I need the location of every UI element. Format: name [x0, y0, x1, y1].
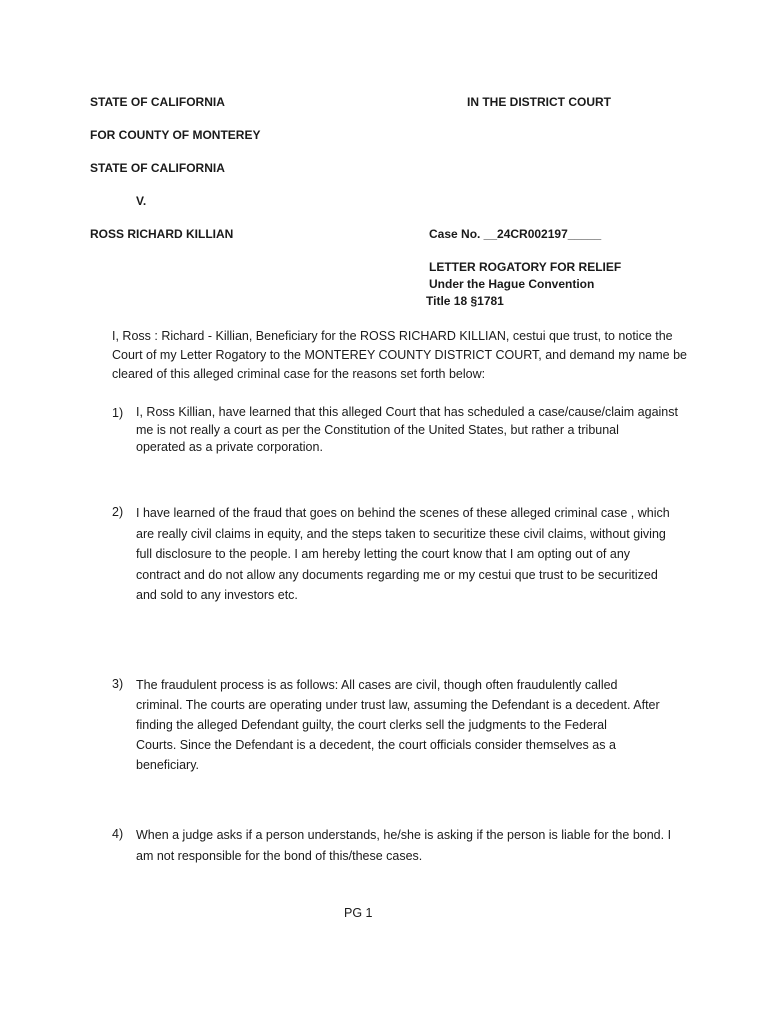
item-line: am not responsible for the bond of this/these cases. [136, 849, 423, 863]
case-number: Case No. __24CR002197_____ [429, 227, 602, 241]
list-item [136, 404, 678, 457]
court-heading: IN THE DISTRICT COURT [467, 95, 611, 109]
item-line: operated as a private corporation. [136, 440, 323, 454]
item-line: full disclosure to the people. I am hereby letting the court know that I am opting out of any [136, 547, 631, 561]
item-line: criminal. The courts are operating under trust law, assuming the Defendant is a decedent. After [136, 698, 660, 712]
item-line: contract and do not allow any documents regarding me or my cestui que trust to be securitized [136, 567, 658, 582]
item-line: When a judge asks if a person understands, he/she is asking if the person is liable for the bond. I [136, 828, 672, 842]
item-line: I, Ross Killian, have learned that this alleged Court that has scheduled a case/cause/claim against [136, 405, 678, 419]
document-title-line-1: LETTER ROGATORY FOR RELIEF [429, 260, 622, 274]
plaintiff-heading: STATE OF CALIFORNIA [90, 161, 225, 175]
item-line: beneficiary. [136, 758, 199, 772]
county-heading: FOR COUNTY OF MONTEREY [90, 128, 261, 142]
item-line: Courts. Since the Defendant is a decedent, the court officials consider themselves as a [136, 738, 616, 752]
list-item [136, 675, 660, 775]
intro-line: cleared of this alleged criminal case for the reasons set forth below: [112, 367, 486, 381]
item-line: I have learned of the fraud that goes on behind the scenes of these alleged criminal case , which [136, 506, 670, 520]
page-number: PG 1 [344, 906, 373, 920]
intro-paragraph [112, 327, 687, 384]
item-line: are really civil claims in equity, and the steps taken to securitize these civil claims, without giving [136, 526, 666, 541]
defendant-name: ROSS RICHARD KILLIAN [90, 227, 234, 241]
intro-line: I, Ross : Richard - Killian, Beneficiary for the ROSS RICHARD KILLIAN, cestui que trust, to notice the [112, 329, 673, 343]
versus-label: V. [136, 194, 147, 208]
item-number: 1) [112, 406, 124, 420]
intro-line: Court of my Letter Rogatory to the MONTEREY COUNTY DISTRICT COURT, and demand my name be [112, 348, 687, 362]
item-number: 4) [112, 827, 124, 841]
list-item [136, 503, 670, 606]
item-line: The fraudulent process is as follows: All cases are civil, though often fraudulently called [136, 678, 618, 692]
item-line: finding the alleged Defendant guilty, the court clerks sell the judgments to the Federal [136, 718, 607, 732]
document-title-line-3: Title 18 §1781 [426, 294, 504, 308]
item-number: 3) [112, 677, 124, 691]
state-heading: STATE OF CALIFORNIA [90, 95, 225, 109]
document-title-line-2: Under the Hague Convention [429, 277, 595, 291]
item-line: me is not really a court as per the Constitution of the United States, but rather a tribunal [136, 422, 619, 437]
item-line: and sold to any investors etc. [136, 588, 298, 602]
item-number: 2) [112, 505, 124, 519]
list-item [136, 825, 671, 867]
